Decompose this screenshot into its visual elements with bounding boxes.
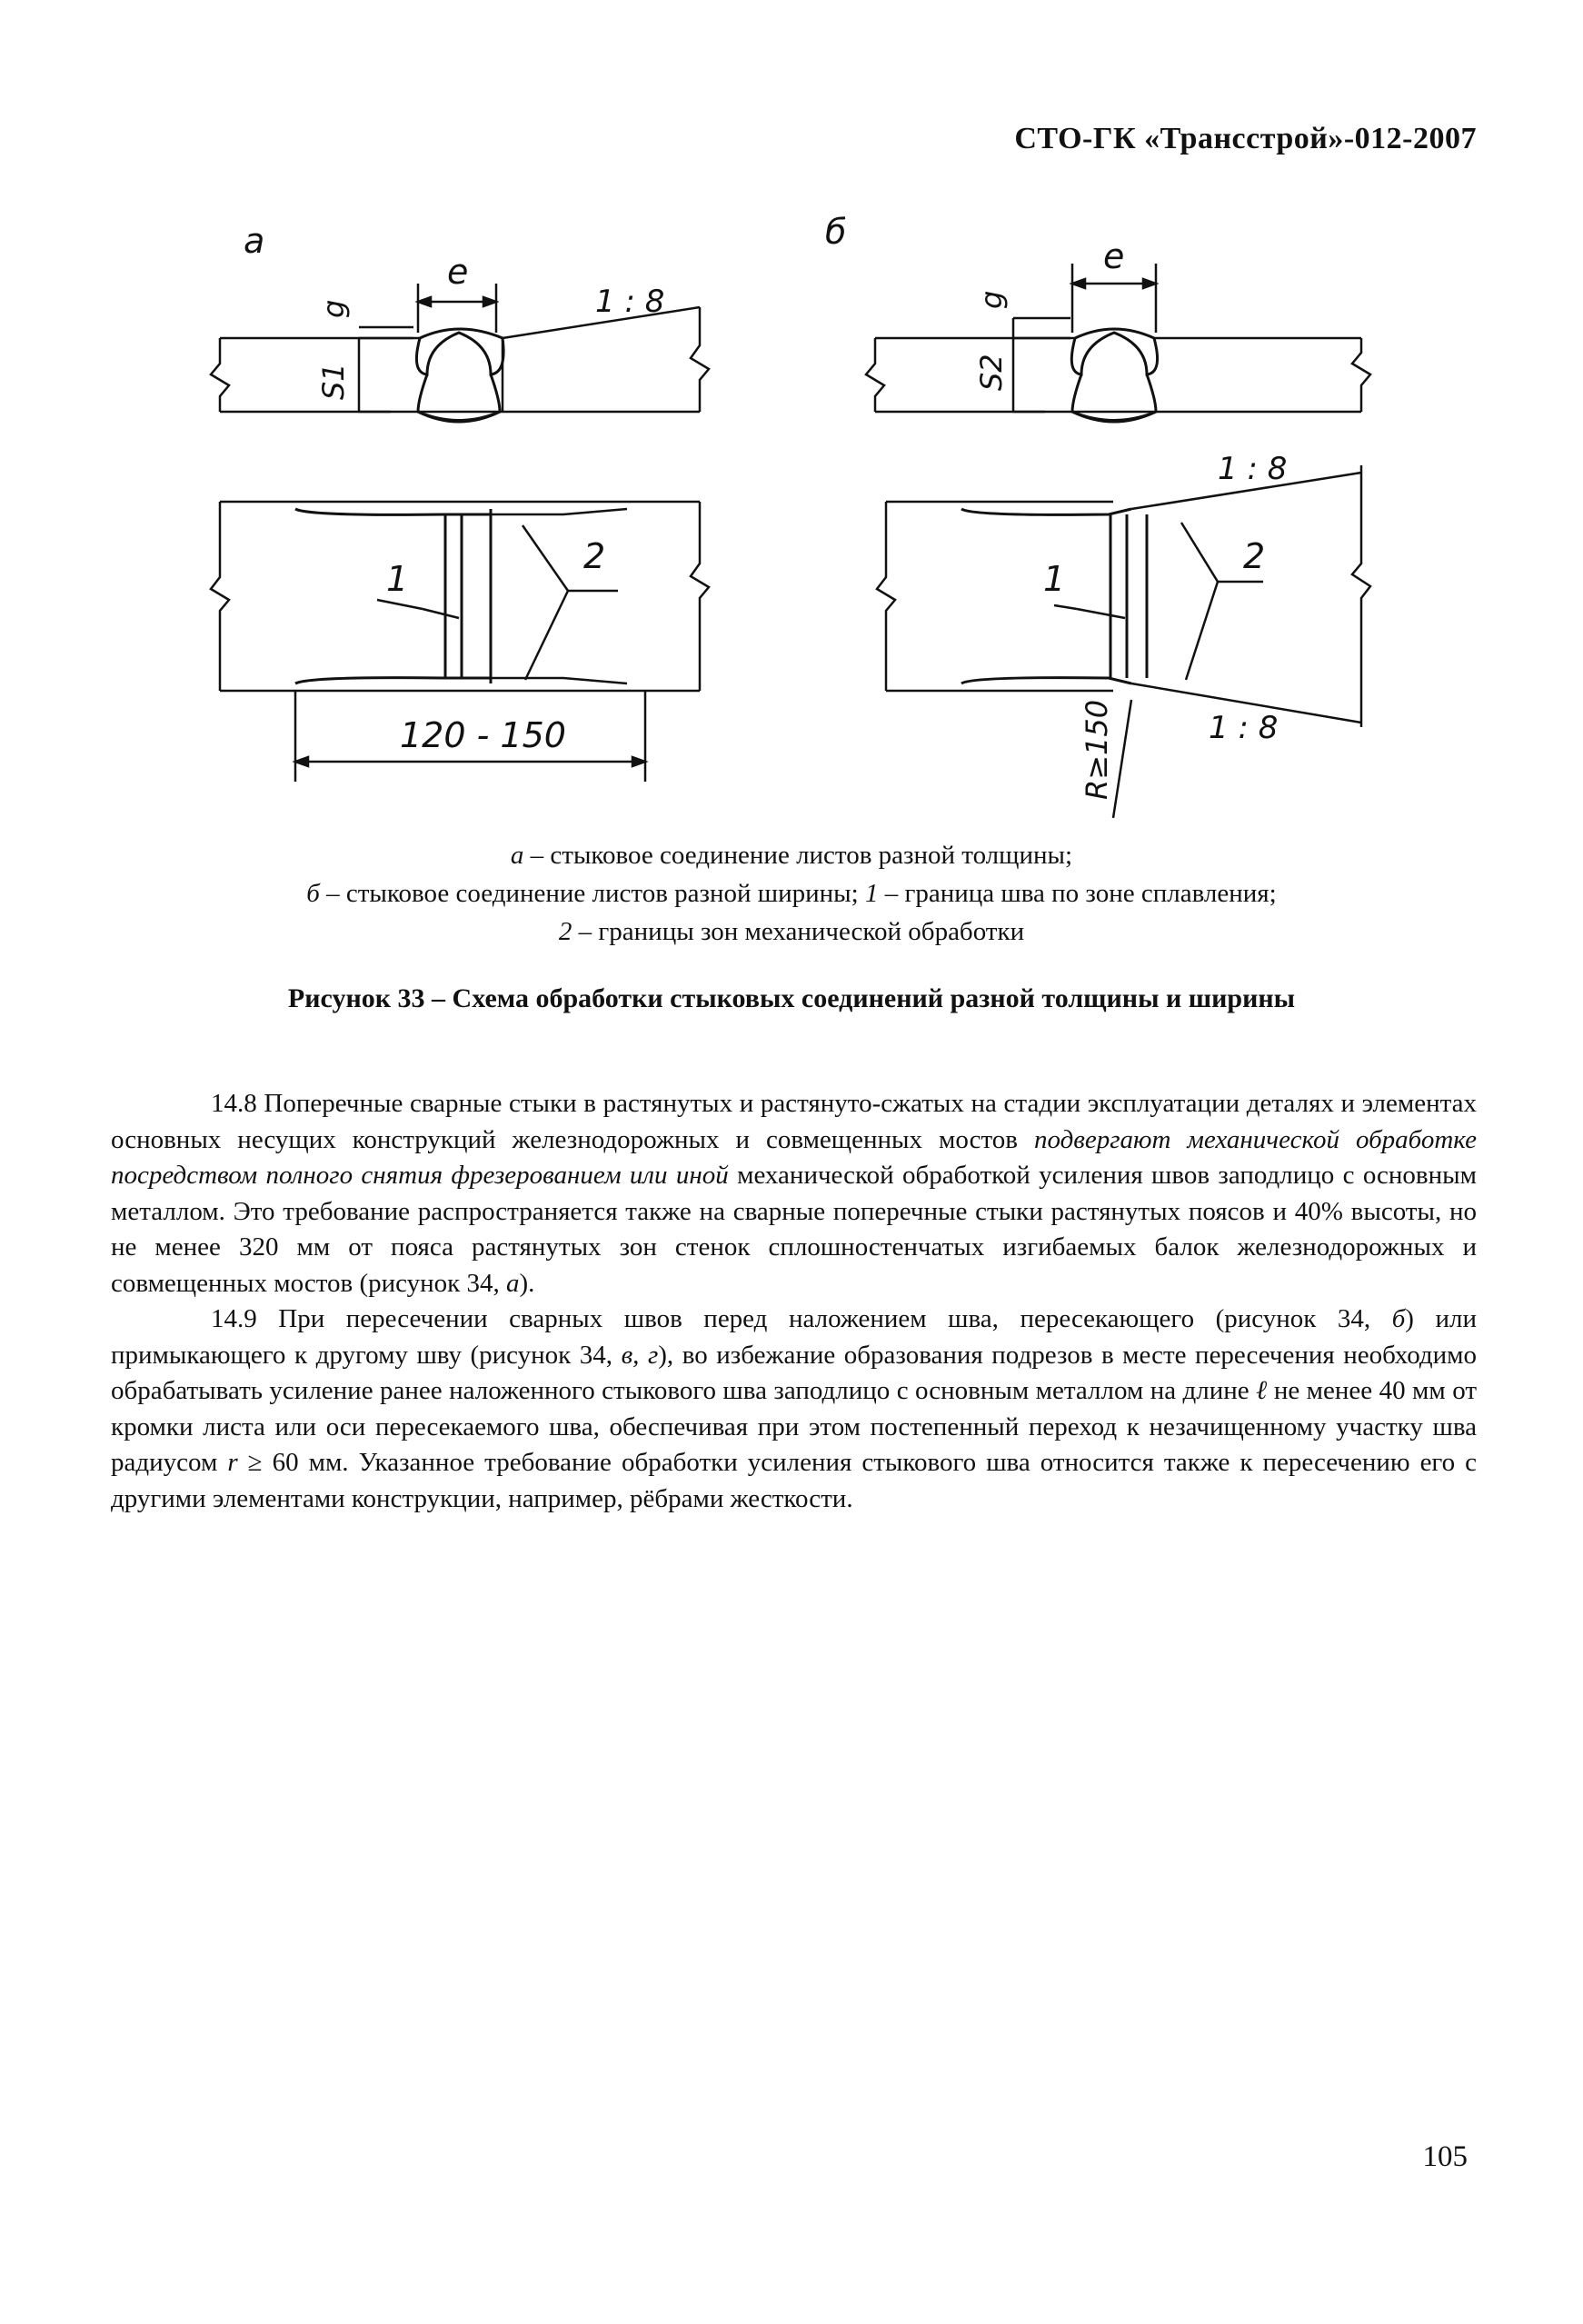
paragraph-14-8: 14.8 Поперечные сварные стыки в растянутых и растянуто-сжатых на стадии эксплуатации деталях и элементах основных несущих конструкций железнодорожных и совмещенных мостов подвергают механической обработке посредством полного снятия фрезерованием или иной механической обработкой усиления швов заподлицо с основным металлом. Это требование распространяется также на сварные поперечные стыки растянутых поясов и 40% высоты, но не менее 320 мм от пояса растянутых зон стенок сплошностенчатых изгибаемых балок железнодорожных и совмещенных мостов (рисунок 34, а).: [111, 1089, 1478, 1298]
dim-e-a: e: [447, 252, 469, 292]
figure-caption: [182, 836, 1401, 951]
callout-1-b: 1: [1043, 559, 1066, 599]
panel-b-label: б: [825, 212, 847, 252]
panel-b-plan-view: [877, 465, 1370, 818]
dim-s2: S2: [974, 354, 1009, 391]
body-text: [111, 1086, 1477, 1517]
figure-title: Рисунок 33 – Схема обработки стыковых соединений разной толщины и ширины: [287, 983, 1296, 1013]
callout-1-a: 1: [386, 559, 409, 599]
page-number: 105: [1422, 2140, 1468, 2173]
caption-line-1: а – стыковое соединение листов разной толщины;: [510, 841, 1073, 870]
panel-a-label: а: [244, 221, 265, 261]
slope-label-b-bottom: 1 : 8: [1209, 710, 1279, 746]
callout-2-a: 2: [583, 536, 606, 576]
caption-line-3: 2 – границы зон механической обработки: [558, 917, 1025, 946]
dim-g-a: g: [316, 299, 351, 318]
width-dimension: 120 - 150: [400, 715, 566, 755]
caption-line-2: б – стыковое соединение листов разной ширины; 1 – граница шва по зоне сплавления;: [306, 879, 1277, 908]
slope-label-b-top: 1 : 8: [1218, 451, 1288, 487]
slope-label-a: 1 : 8: [595, 284, 665, 320]
radius-label: R≥150: [1080, 699, 1114, 800]
dim-g-b: g: [974, 290, 1009, 309]
paragraph-14-9: 14.9 При пересечении сварных швов перед наложением шва, пересекающего (рисунок 34, б) или примыкающего к другому шву (рисунок 34, в, г), во избежание образования подрезов в месте пересечения необходимо обрабатывать усиление ранее наложенного стыкового шва заподлицо с основным металлом на длине ℓ не менее 40 мм от кромки листа или оси пересекаемого шва, обеспечивая при этом постепенный переход к незачищенному участку шва радиусом r ≥ 60 мм. Указанное требование обработки усиления стыкового шва относится также к пересечению его с другими элементами конструкции, например, рёбрами жесткости.: [111, 1304, 1477, 1513]
figure-33-diagram: [0, 0, 1583, 818]
document-code-header: СТО-ГК «Трансстрой»-012-2007: [1014, 122, 1477, 155]
dim-s1: S1: [316, 363, 351, 400]
callout-2-b: 2: [1243, 536, 1266, 576]
panel-b-section-view: [866, 264, 1370, 422]
dim-e-b: e: [1103, 236, 1125, 276]
